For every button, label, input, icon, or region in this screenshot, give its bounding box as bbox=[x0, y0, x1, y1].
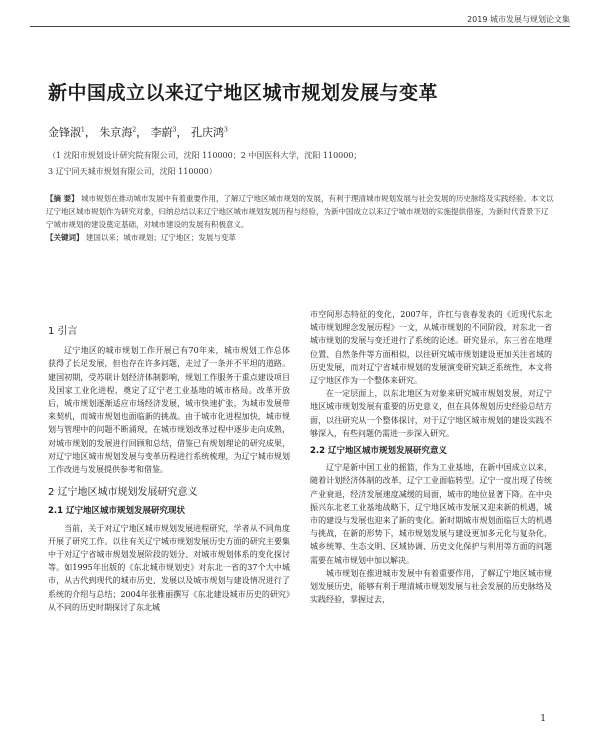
author-sup: 3 bbox=[223, 126, 228, 134]
section-heading-2: 2 辽宁地区城市规划发展研究意义 bbox=[48, 487, 198, 499]
subsection-heading-2-1: 2.1 辽宁地区城市规划发展研究现状 bbox=[48, 506, 186, 517]
running-header: 2019 城市发展与规划论文集 bbox=[467, 15, 570, 24]
body-paragraph: 城市规划在推进城市发展中有着重要作用，了解辽宁地区城市规划发展历史，能够有利于理清城市规划发展与社会发展的历史脉络及实践经验，掌握过去， bbox=[310, 568, 552, 605]
body-paragraph: 在一定层面上，以东北地区为对象来研究城市规划发展，对辽宁地区城市规划发展有重要的历史意义，但在具体规划历史经验总结方面，以往研究从一个整体探讨，对于辽宁地区城市规划的建设实践不够深入，有些问题仍需进一步深入研究。 bbox=[310, 389, 552, 438]
right-column bbox=[310, 308, 552, 606]
author-sup: 3 bbox=[172, 126, 177, 134]
keywords-label: 【关键词】 bbox=[46, 233, 84, 242]
author-name: 孔庆鸿 bbox=[190, 126, 224, 139]
author-name: 金锋淑 bbox=[48, 126, 81, 139]
page-number: 1 bbox=[540, 714, 546, 724]
section-heading-1: 1 引言 bbox=[48, 326, 78, 337]
author-list: 金锋淑$^1$， 朱京海$^2$， 李蔚$^3$， 孔庆鸿$^3$ bbox=[48, 126, 228, 139]
abstract-block bbox=[46, 192, 554, 244]
author-sup: 1 bbox=[81, 126, 85, 134]
abstract-paragraph bbox=[46, 192, 554, 231]
abstract-text: 城市规划在推动城市发展中有着重要作用，了解辽宁地区城市规划的发展，有利于理清城市规划发展与社会发展的历史脉络及实践经验。本文以辽宁地区城市规划作为研究对象，归纳总结以来辽宁地区城市规划发展历程与经验，为新中国成立以来辽宁城市规划的实施提供借鉴，为新时代背景下辽宁城市规划的建设奠定基础，对城市建设的发展有积极意义。 bbox=[46, 194, 554, 229]
author-name: 朱京海 bbox=[99, 126, 133, 139]
body-paragraph: 市空间形态特征的变化，2007年，许红与袁春发表的《近现代东北城市规划理念发展历程》一文，从城市规划的不同阶段，对东北一省城市规划的发展与变迁进行了系统的论述。研究显示，东三省在地理位置、自然条件等方面相似，以往研究城市规划建设更加关注省域的历史发展，而对辽宁省城市规划的发展演变研究缺乏系统性，本文将辽宁地区作为一个整体来研究。 bbox=[310, 310, 552, 386]
keywords-paragraph bbox=[46, 231, 554, 244]
header-divider bbox=[30, 26, 570, 27]
body-paragraph: 辽宁地区的城市规划工作开展已有70年来，城市规划工作总体获得了长足发展，但也存在许多问题，走过了一条并不平坦的道路。建国初期，受苏联计划经济体制影响，规划工作服务于重点建设项目及国家工业化进程，奠定了辽宁老工业基地的城市格局。改革开放后，城市规划逐渐适应市场经济发展，城市快速扩张，为城市发展带来契机，而城市规划也面临新的挑战。由于城市化进程加快，城市规划与管理中的问题不断涌现，在城市规划改革过程中逐步走向成熟，对城市规划的发展进行回顾和总结，借鉴已有规划理论的研究成果，对辽宁地区城市规划发展与变革历程进行系统梳理，为辽宁城市规划工作改进与发展提供参考和借鉴。 bbox=[48, 346, 290, 475]
keywords-text: 建国以来；城市规划；辽宁地区；发展与变革 bbox=[85, 233, 236, 242]
subsection-heading-2-2: 2.2 辽宁地区城市规划发展研究意义 bbox=[310, 446, 448, 457]
body-paragraph: 辽宁是新中国工业的摇篮，作为工业基地，在新中国成立以来，随着计划经济体制的改革，辽宁工业面临转型。辽宁一度出现了传统产业衰退，经济发展速度减缓的局面，城市的地位显著下降。在中央振兴东北老工业基地战略下，辽宁地区城市发展又迎来新的机遇，城市的建设与发展也迎来了新的变化。新时期城市规划面临巨大的机遇与挑战，在新的形势下，城市规划发展与建设更加多元化与复杂化，城乡统筹、生态文明、区域协调、历史文化保护与利用等方面的问题需要在城市规划中加以解决。 bbox=[310, 463, 552, 565]
affiliation-line: （1 沈阳市规划设计研究院有限公司，沈阳 110000；2 中国医科大学，沈阳 110000； bbox=[48, 151, 362, 160]
affiliation-line: 3 辽宁同天城市规划有限公司，沈阳 110000） bbox=[48, 167, 217, 176]
body-paragraph: 当前，关于对辽宁地区城市规划发展进程研究，学者从不同角度开展了研究工作。以往有关辽宁城市规划发展历史方面的研究主要集中于对辽宁省城市规划发展阶段的划分、对城市规划体系的变化探讨等。如1995年出版的《东北城市规划史》对东北一省的37个大中城市，从古代到现代的城市历史、发展以及城市规划与建设情况进行了系统的介绍与总结；2004年张雅丽撰写《东北建设城市历史的研究》从不同的历史时期探讨了东北城 bbox=[48, 523, 290, 612]
author-name: 李蔚 bbox=[150, 126, 173, 139]
left-column bbox=[48, 315, 290, 614]
paper-title: 新中国成立以来辽宁地区城市规划发展与变革 bbox=[48, 82, 439, 104]
author-sup: 2 bbox=[132, 126, 137, 134]
abstract-label: 【摘 要】 bbox=[46, 194, 79, 203]
